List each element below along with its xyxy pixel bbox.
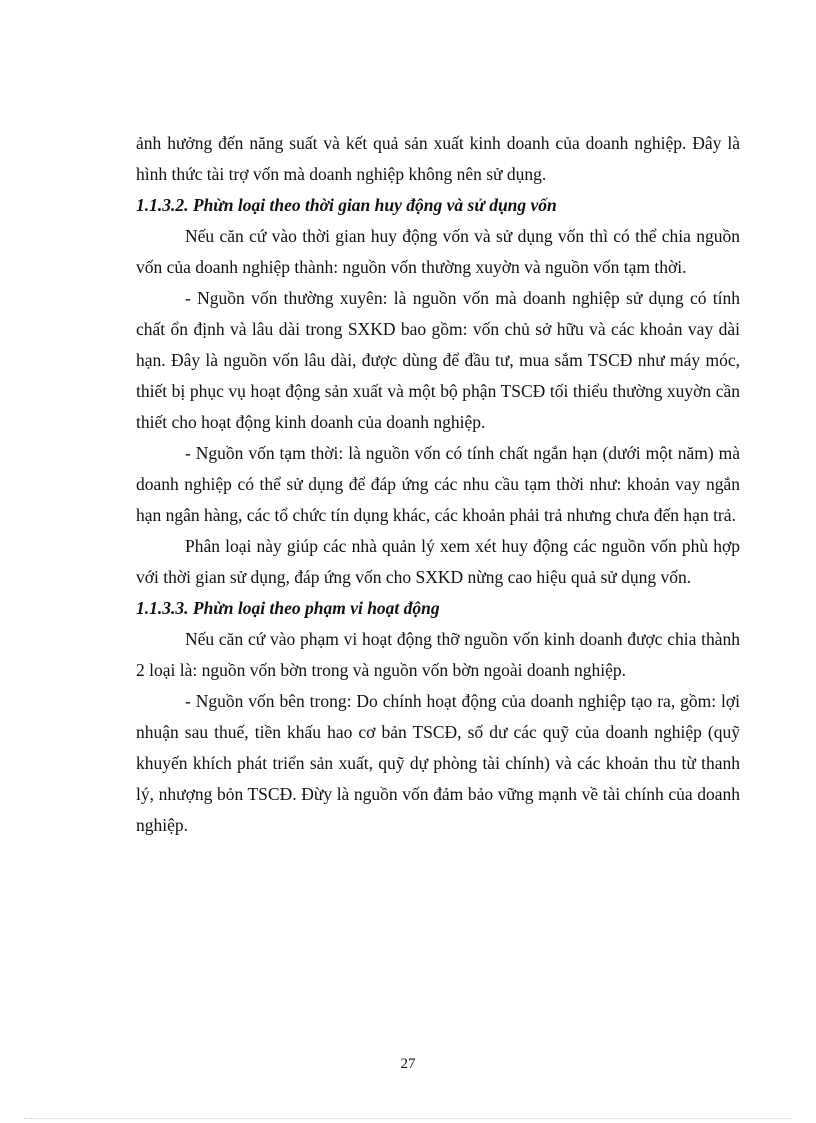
section-heading-1-1-3-2: 1.1.3.2. Phừn loại theo thời gian huy động và sử dụng vốn: [136, 195, 557, 215]
paragraph-temporary-capital: - Nguồn vốn tạm thời: là nguồn vốn có tính chất ngắn hạn (dưới một năm) mà doanh nghiệp có thể sử dụng để đáp ứng các nhu cầu tạm thời như: khoản vay ngắn hạn ngân hàng, các tổ chức tín dụng khác, các khoản phải trả nhưng chưa đến hạn trả.: [136, 443, 740, 525]
page-content: [136, 128, 740, 841]
page-bottom-divider: [24, 1118, 792, 1119]
paragraph-permanent-capital: - Nguồn vốn thường xuyên: là nguồn vốn mà doanh nghiệp sử dụng có tính chất ổn định và lâu dài trong SXKD bao gồm: vốn chủ sở hữu và các khoản vay dài hạn. Đây là nguồn vốn lâu dài, được dùng để đầu tư, mua sắm TSCĐ như máy móc, thiết bị phục vụ hoạt động sản xuất và một bộ phận TSCĐ tối thiểu thường xuyờn cần thiết cho hoạt động kinh doanh của doanh nghiệp.: [136, 288, 740, 432]
paragraph-time-classification: Nếu căn cứ vào thời gian huy động vốn và sử dụng vốn thì có thể chia nguồn vốn của doanh nghiệp thành: nguồn vốn thường xuyờn và nguồn vốn tạm thời.: [136, 226, 740, 277]
paragraph-continuation: ảnh hưởng đến năng suất và kết quả sản xuất kinh doanh của doanh nghiệp. Đây là hình thức tài trợ vốn mà doanh nghiệp không nên sử dụng.: [136, 133, 740, 184]
section-heading-1-1-3-3: 1.1.3.3. Phừn loại theo phạm vi hoạt động: [136, 598, 440, 618]
paragraph-internal-capital: - Nguồn vốn bên trong: Do chính hoạt động của doanh nghiệp tạo ra, gồm: lợi nhuận sau thuế, tiền khấu hao cơ bản TSCĐ, số dư các quỹ của doanh nghiệp (quỹ khuyến khích phát triển sản xuất, quỹ dự phòng tài chính) và các khoản thu từ thanh lý, nhượng bỏn TSCĐ. Đừy là nguồn vốn đảm bảo vững mạnh về tài chính của doanh nghiệp.: [136, 691, 740, 835]
page-number: 27: [400, 1056, 416, 1072]
paragraph-scope-classification: Nếu căn cứ vào phạm vi hoạt động thỡ nguồn vốn kinh doanh được chia thành 2 loại là: nguồn vốn bờn trong và nguồn vốn bờn ngoài doanh nghiệp.: [136, 629, 740, 680]
paragraph-classification-benefit: Phân loại này giúp các nhà quản lý xem xét huy động các nguồn vốn phù hợp với thời gian sử dụng, đáp ứng vốn cho SXKD nừng cao hiệu quả sử dụng vốn.: [136, 536, 740, 587]
